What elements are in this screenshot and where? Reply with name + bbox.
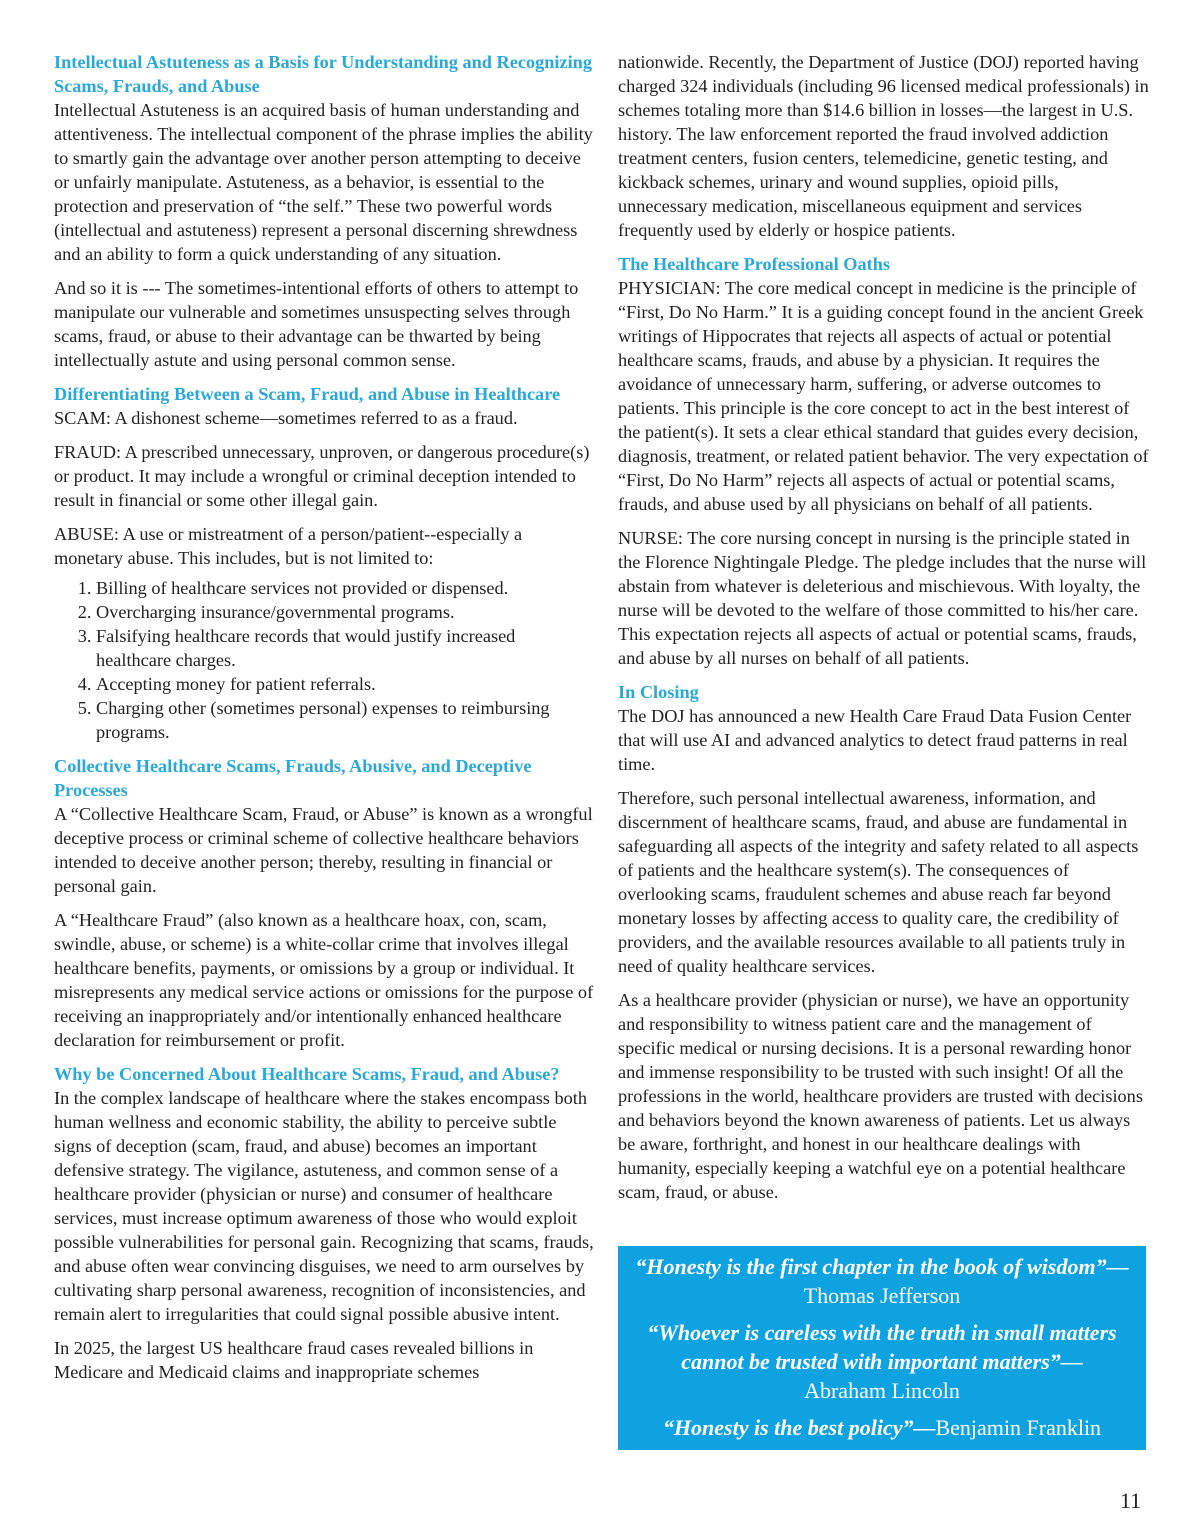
physician-paragraph: PHYSICIAN: The core medical concept in medicine is the principle of “First, Do No Harm.” It is a guiding concept found in the ancient Greek writings of Hippocrates that rejects all aspects of actual or potential healthcare scams, frauds, and abuse by a physician. It requires the avoidance of unnecessary harm, suffering, or adverse outcomes to patients. This principle is the core concept to act in the best interest of the patient(s). It sets a clear ethical standard that guides every decision, diagnosis, treatment, or related patient behavior. The very expectation of “First, Do No Harm” rejects all aspects of actual or potential scams, frauds, and abuse used by all physicians on behalf of all patients. xyxy=(618,278,1149,514)
paragraph: As a healthcare provider (physician or nurse), we have an opportunity and responsibility to witness patient care and the management of specific medical or nursing decisions. It is a personal rewarding honor and immense responsibility to be trusted with such insight! Of all the professions in the world, healthcare providers are trusted with decisions and behaviors beyond the known awareness of patients. Let us always be aware, forthright, and honest in our healthcare dealings with humanity, especially keeping a watchful eye on a potential healthcare scam, fraud, or abuse. xyxy=(618,990,1143,1202)
quote xyxy=(618,1252,1146,1310)
nurse-paragraph: NURSE: The core nursing concept in nursing is the principle stated in the Florence Nightingale Pledge. The pledge includes that the nurse will abstain from whatever is deleterious and mischievous. With loyalty, the nurse will be devoted to the welfare of those committed to his/her care. This expectation rejects all aspects of actual or potential scams, frauds, and abuse by all nurses on behalf of all patients. xyxy=(618,528,1147,668)
page-number: 11 xyxy=(1120,1488,1142,1513)
quote-box xyxy=(618,1246,1146,1450)
abuse-list xyxy=(54,576,594,744)
left-column xyxy=(54,50,594,1394)
section-heading-collective: Collective Healthcare Scams, Frauds, Abusive, and Deceptive Processes xyxy=(54,756,532,800)
quote xyxy=(618,1318,1146,1405)
quote-text: “Honesty is the first chapter in the book of wisdom”— xyxy=(635,1254,1129,1279)
quote-author: Thomas Jefferson xyxy=(803,1283,961,1308)
fraud-definition: FRAUD: A prescribed unnecessary, unproven, or dangerous procedure(s) or product. It may include a wrongful or criminal deception intended to result in financial or some other illegal gain. xyxy=(54,442,590,510)
quote-text: “Honesty is the best policy”— xyxy=(662,1415,936,1440)
paragraph: nationwide. Recently, the Department of Justice (DOJ) reported having charged 324 individuals (including 96 licensed medical professionals) in schemes totaling more than $14.6 billion in losses—the largest in U.S. history. The law enforcement reported the fraud involved addiction treatment centers, fusion centers, telemedicine, genetic testing, and kickback schemes, urinary and wound supplies, opioid pills, unnecessary medication, miscellaneous equipment and services frequently used by elderly or hospice patients. xyxy=(618,52,1149,240)
list-item: 2. Overcharging insurance/governmental programs. xyxy=(96,600,594,624)
list-item: 4. Accepting money for patient referrals. xyxy=(96,672,594,696)
paragraph: The DOJ has announced a new Health Care Fraud Data Fusion Center that will use AI and advanced analytics to detect fraud patterns in real time. xyxy=(618,706,1132,774)
paragraph: Intellectual Astuteness is an acquired basis of human understanding and attentiveness. The intellectual component of the phrase implies the ability to smartly gain the advantage over another person attempting to deceive or unfairly manipulate. Astuteness, as a behavior, is essential to the protection and preservation of “the self.” These two powerful words (intellectual and astuteness) represent a personal discerning shrewdness and an ability to form a quick understanding of any situation. xyxy=(54,100,593,264)
quote xyxy=(618,1413,1146,1442)
list-item: 1. Billing of healthcare services not provided or dispensed. xyxy=(96,576,594,600)
abuse-definition: ABUSE: A use or mistreatment of a person/patient--especially a monetary abuse. This includes, but is not limited to: xyxy=(54,524,523,568)
quote-author: Abraham Lincoln xyxy=(804,1378,960,1403)
list-item: 3. Falsifying healthcare records that would justify increased healthcare charges. xyxy=(96,624,594,672)
paragraph: In the complex landscape of healthcare where the stakes encompass both human wellness and economic stability, the ability to perceive subtle signs of deception (scam, fraud, and abuse) becomes an important defensive strategy. The vigilance, astuteness, and common sense of a healthcare provider (physician or nurse) and consumer of healthcare services, must increase optimum awareness of those who would exploit possible vulnerabilities for personal gain. Recognizing that scams, frauds, and abuse often wear convincing disguises, we need to arm ourselves by cultivating sharp personal awareness, recognition of inconsistencies, and remain alert to irregularities that could signal possible abusive intent. xyxy=(54,1088,594,1324)
section-heading-intellectual-astuteness: Intellectual Astuteness as a Basis for Understanding and Recognizing Scams, Frauds, and Abuse xyxy=(54,52,592,96)
paragraph: Therefore, such personal intellectual awareness, information, and discernment of healthcare scams, fraud, and abuse are fundamental in safeguarding all aspects of the integrity and safety related to all aspects of patients and the healthcare system(s). The consequences of overlooking scams, fraudulent schemes and abuse reach far beyond monetary losses by affecting access to quality care, the credibility of providers, and the available resources available to all patients truly in need of quality healthcare services. xyxy=(618,788,1139,976)
scam-definition: SCAM: A dishonest scheme—sometimes referred to as a fraud. xyxy=(54,408,518,428)
paragraph: A “Healthcare Fraud” (also known as a healthcare hoax, con, scam, swindle, abuse, or scheme) is a white-collar crime that involves illegal healthcare benefits, payments, or omissions by a group or individual. It misrepresents any medical service actions or omissions for the purpose of receiving an inappropriately and/or intentionally enhanced healthcare declaration for reimbursement or profit. xyxy=(54,910,594,1050)
paragraph: A “Collective Healthcare Scam, Fraud, or Abuse” is known as a wrongful deceptive process or criminal scheme of collective healthcare behaviors intended to deceive another person; thereby, resulting in financial or personal gain. xyxy=(54,804,593,896)
section-heading-differentiating: Differentiating Between a Scam, Fraud, and Abuse in Healthcare xyxy=(54,384,561,404)
section-heading-why-concerned: Why be Concerned About Healthcare Scams, Fraud, and Abuse? xyxy=(54,1064,560,1084)
list-item: 5. Charging other (sometimes personal) expenses to reimbursing programs. xyxy=(96,696,594,744)
section-heading-oaths: The Healthcare Professional Oaths xyxy=(618,254,891,274)
quote-text: “Whoever is careless with the truth in small matters cannot be trusted with important matters”— xyxy=(647,1320,1117,1374)
quote-author: Benjamin Franklin xyxy=(935,1415,1102,1440)
paragraph: And so it is --- The sometimes-intentional efforts of others to attempt to manipulate our vulnerable and sometimes unsuspecting selves through scams, fraud, or abuse to their advantage can be thwarted by being intellectually astute and using personal common sense. xyxy=(54,278,579,370)
section-heading-in-closing: In Closing xyxy=(618,682,699,702)
paragraph: In 2025, the largest US healthcare fraud cases revealed billions in Medicare and Medicaid claims and inappropriate schemes xyxy=(54,1338,534,1382)
right-column xyxy=(618,50,1152,1214)
